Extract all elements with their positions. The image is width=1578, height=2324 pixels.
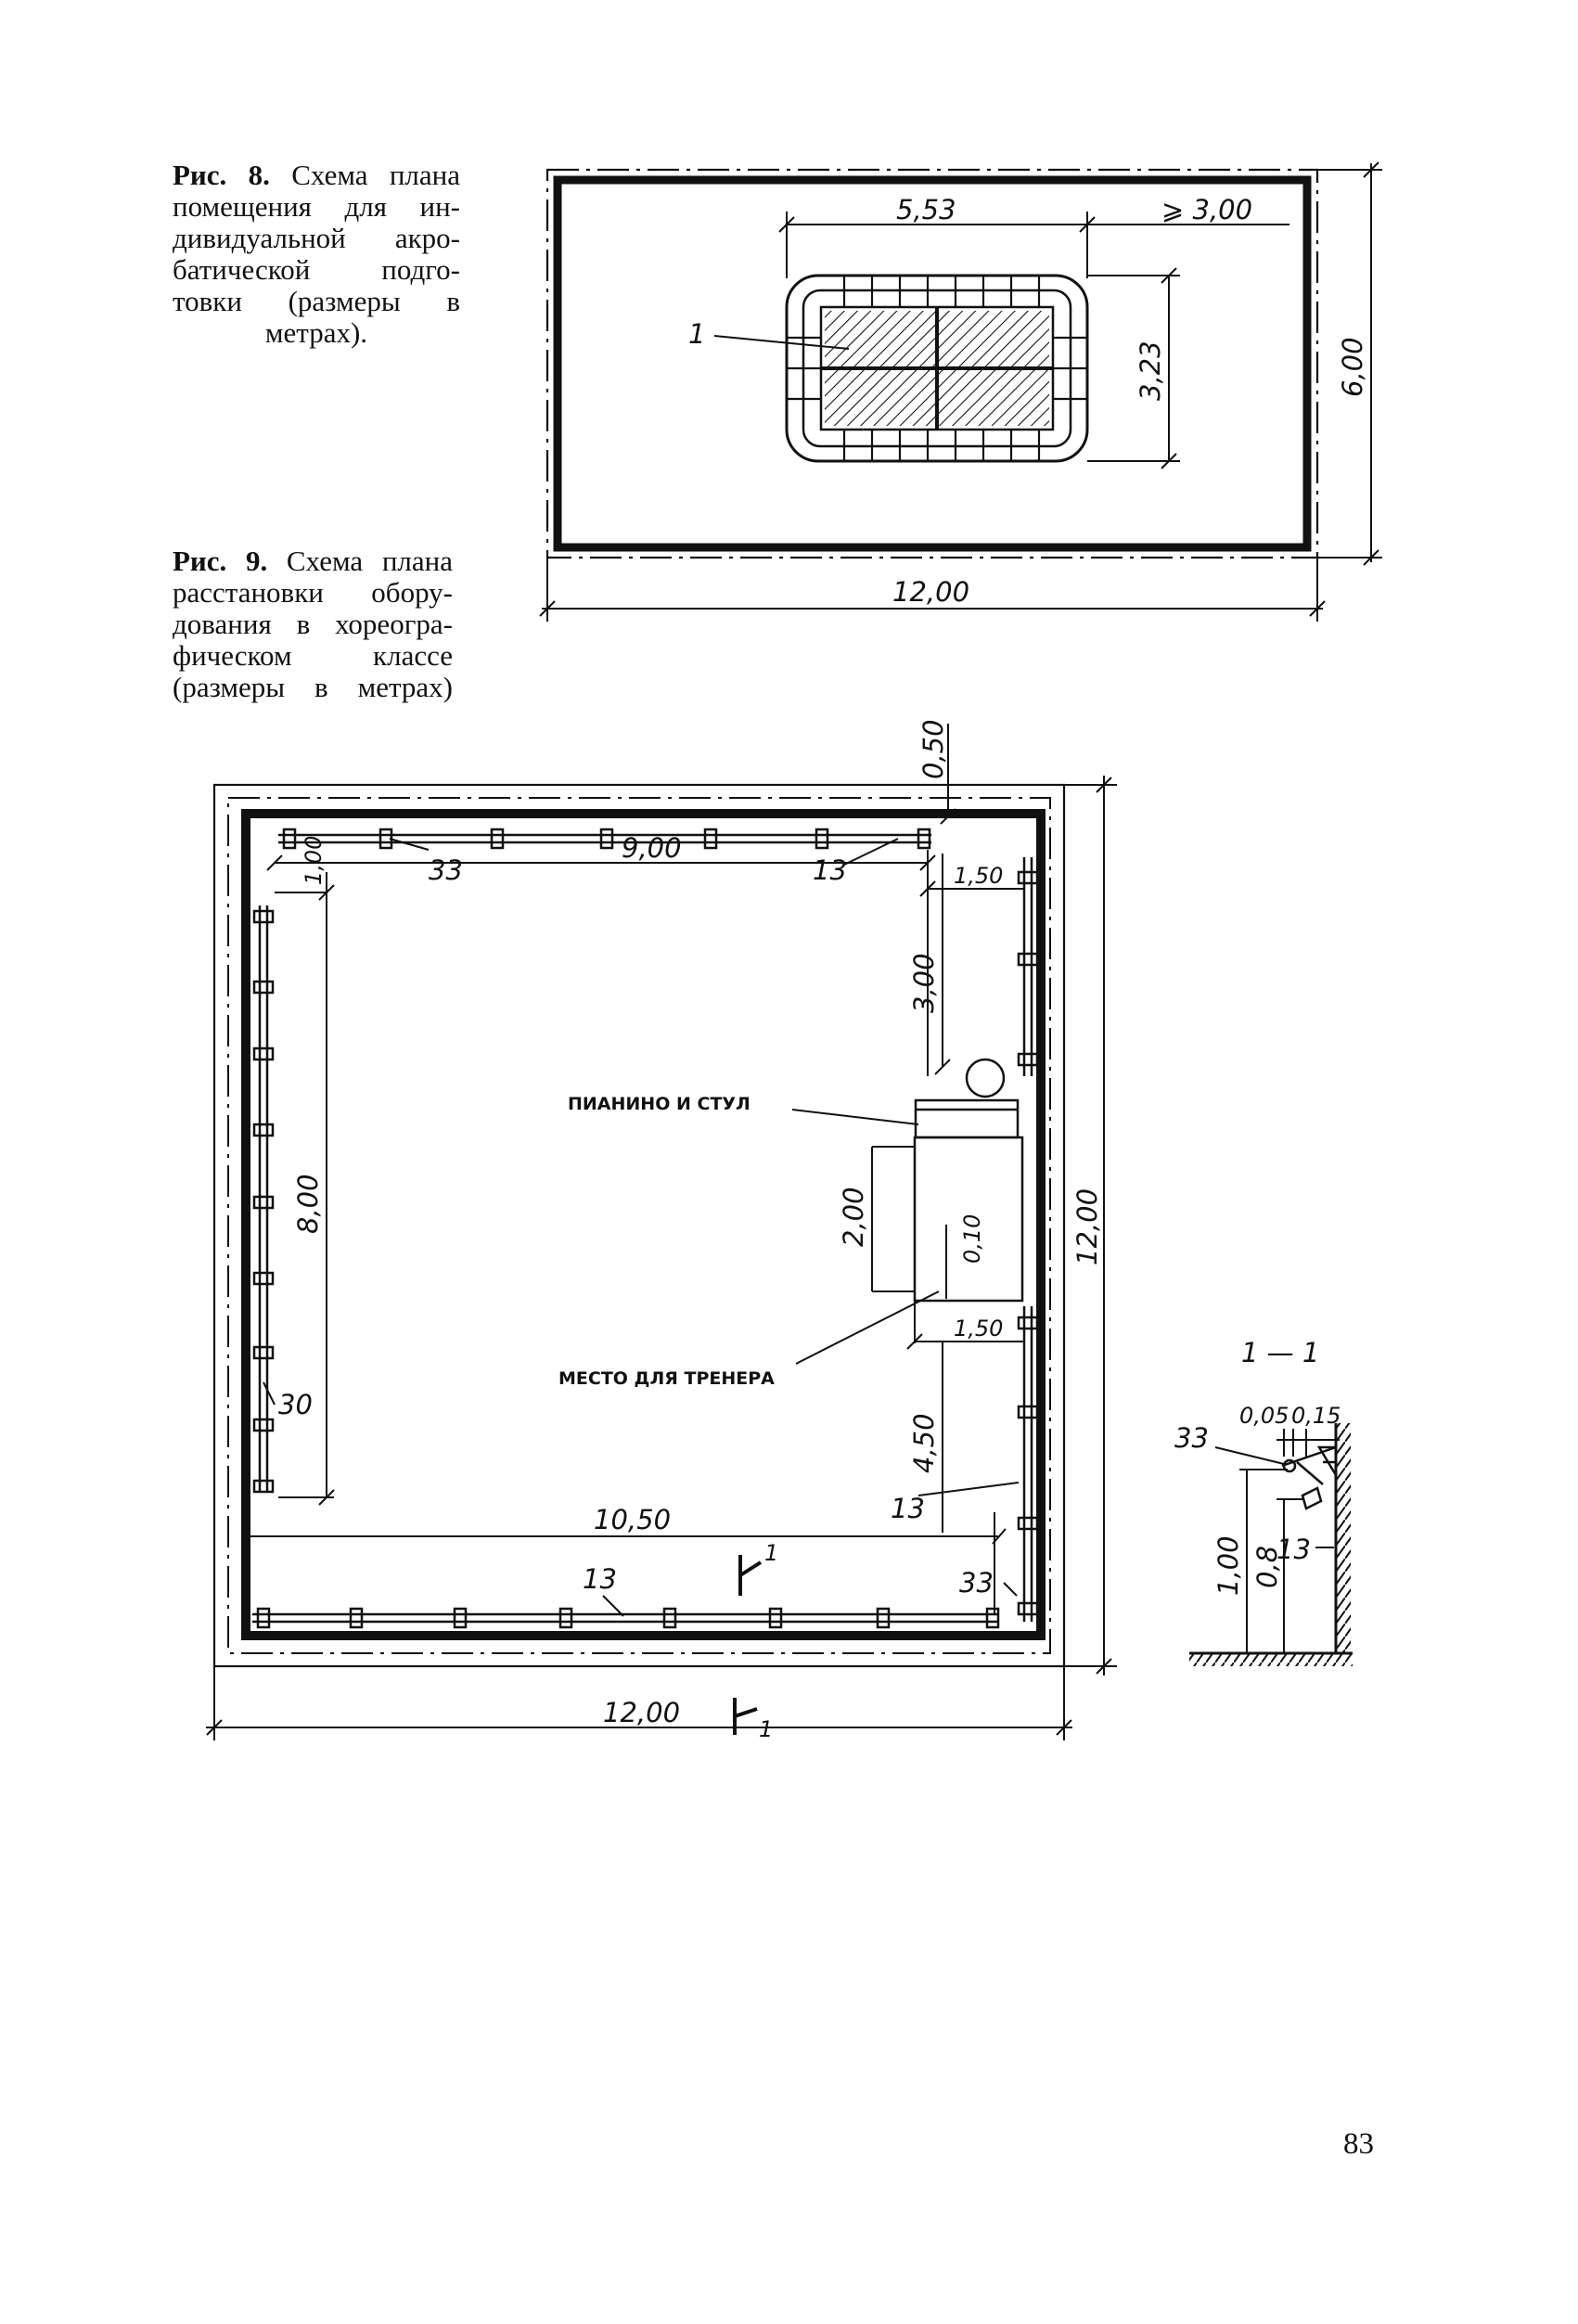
dim-text-5-53: 5,53 <box>896 194 956 225</box>
piano-and-chair <box>916 1059 1018 1137</box>
trampoline <box>787 276 1087 461</box>
callout-13-bottom: 13 <box>583 1563 617 1595</box>
dim-text-side-clearance: ⩾ 3,00 <box>1161 194 1253 225</box>
section-callout-13: 13 <box>1277 1534 1311 1565</box>
dim-text-12-00: 12,00 <box>892 576 970 608</box>
dim-text-1-50-top: 1,50 <box>954 863 1004 889</box>
dim-text-2-00: 2,00 <box>838 1187 869 1247</box>
section-mark-label-lower: 1 <box>759 1716 774 1742</box>
callout-1: 1 <box>688 318 706 350</box>
barre-top <box>278 829 931 848</box>
callout-13-top: 13 <box>813 854 847 886</box>
dim-text-3-00: 3,00 <box>908 953 940 1013</box>
figure-9-label: Рис. 9. <box>173 545 268 577</box>
label-trainer-place: МЕСТО ДЛЯ ТРЕНЕРА <box>558 1368 775 1389</box>
dim-text-6-00: 6,00 <box>1337 337 1368 397</box>
dim-text-0-50: 0,50 <box>917 719 949 779</box>
dim-text-9-00: 9,00 <box>622 832 682 864</box>
section-markers <box>735 1555 761 1735</box>
section-dim-0-8: 0,8 <box>1251 1545 1283 1588</box>
section-dim-0-15: 0,15 <box>1291 1403 1341 1429</box>
dim-text-3-23: 3,23 <box>1135 340 1166 401</box>
dim-trampoline-height <box>1087 268 1180 469</box>
page-number: 83 <box>1343 2127 1374 2161</box>
dim-text-1-50-mid: 1,50 <box>954 1316 1004 1342</box>
section-dim-0-05: 0,05 <box>1239 1403 1289 1429</box>
callout-13-right: 13 <box>891 1493 925 1524</box>
barre-bottom <box>252 1609 998 1627</box>
chair <box>967 1059 1004 1097</box>
dim-text-0-10: 0,10 <box>959 1213 985 1264</box>
section-mark-label-upper: 1 <box>764 1540 779 1566</box>
callout-30: 30 <box>278 1389 313 1420</box>
figure-8-plan <box>540 162 1382 622</box>
section-callout-33: 33 <box>1174 1422 1209 1454</box>
dim-text-8-00: 8,00 <box>292 1174 324 1234</box>
callout-33-top: 33 <box>429 854 463 886</box>
dim-text-10-50: 10,50 <box>594 1504 672 1535</box>
dim-text-12-00-height: 12,00 <box>1071 1188 1103 1265</box>
barre-left <box>254 905 273 1492</box>
dim-text-12-00-width: 12,00 <box>603 1697 681 1728</box>
piano <box>916 1100 1018 1137</box>
barre-right-upper <box>1019 857 1037 1076</box>
figure-9-caption: Рис. 9. Схема плана расстановки обору- дования в хореогра- фическом классе (размеры в метрах) <box>173 545 454 703</box>
callout-33-bottom: 33 <box>959 1567 994 1599</box>
label-piano-and-chair: ПИАНИНО И СТУЛ <box>568 1094 751 1114</box>
barre-right-lower <box>1019 1306 1037 1622</box>
dim-text-4-50: 4,50 <box>908 1413 940 1473</box>
section-title: 1 — 1 <box>1241 1337 1320 1368</box>
figure-8-label: Рис. 8. <box>173 159 270 191</box>
figure-8-caption: Рис. 8. Схема плана помещения для ин- дивидуальной акро- батической подго- товки (размеры в метрах). <box>173 159 460 349</box>
dim-text-1-00: 1,00 <box>301 835 327 885</box>
section-dim-1-00: 1,00 <box>1212 1535 1244 1596</box>
